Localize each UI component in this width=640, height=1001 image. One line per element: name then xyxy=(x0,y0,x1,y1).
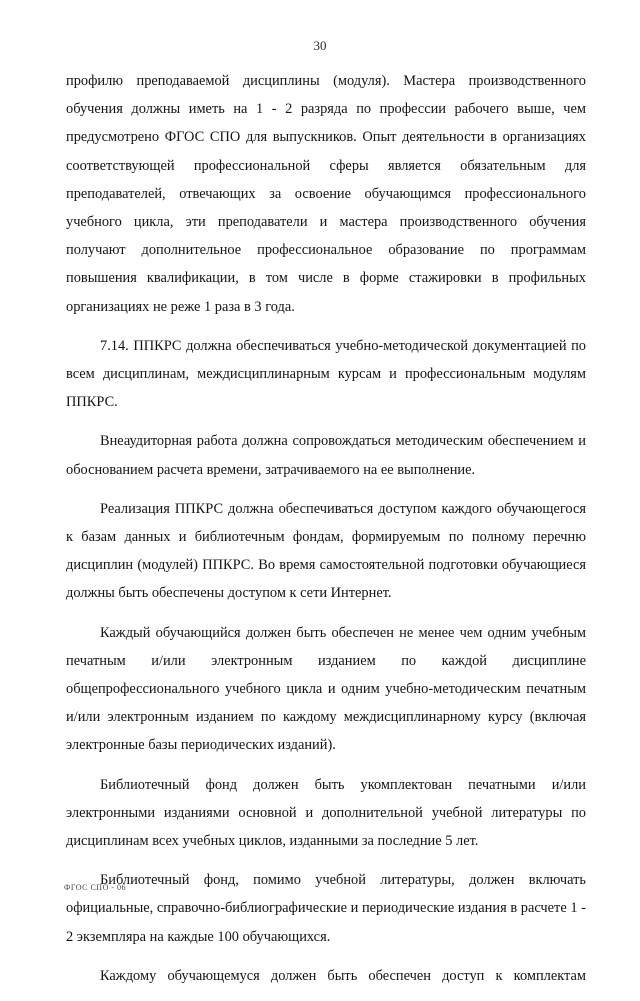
paragraph-library-fund-literature: Библиотечный фонд должен быть укомплектован печатными и/или электронными изданиями основной и дополнительной учебной литературы по дисциплинам всех учебных циклов, изданными за последние 5 лет. xyxy=(66,776,586,850)
document-footer-code: ФГОС СПО - 06 xyxy=(64,883,127,892)
paragraph-teachers-qualification: профилю преподаваемой дисциплины (модуля). Мастера производственного обучения должны иметь на 1 - 2 разряда по профессии рабочего выше, чем предусмотрено ФГОС СПО для выпускников. Опыт деятельности в организациях соответствующей профессиональной сферы является обязательным для преподавателей, отвечающих за освоение обучающимся профессионального учебного цикла, эти преподаватели и мастера производственного обучения получают дополнительное профессиональное образование по программам повышения квалификации, в том числе в форме стажировки в профильных организациях не реже 1 раза в 3 года. xyxy=(66,73,586,315)
page-number: 30 xyxy=(313,38,327,53)
paragraph-textbook-provision: Каждый обучающийся должен быть обеспечен не менее чем одним учебным печатным и/или электронным изданием по каждой дисциплине общепрофессионального учебного цикла и одним учебно-методическим печатным и/или электронным изданием по каждому междисциплинарному курсу (включая электронные базы периодических изданий). xyxy=(66,624,586,754)
paragraph-extracurricular-work: Внеаудиторная работа должна сопровождаться методическим обеспечением и обоснованием расчета времени, затрачиваемого на ее выполнение. xyxy=(66,433,586,478)
paragraph-7-14-documentation: 7.14. ППКРС должна обеспечиваться учебно-методической документацией по всем дисциплинам, междисциплинарным курсам и профессиональным модулям ППКРС. xyxy=(66,337,586,411)
paragraph-library-fund-periodicals: Библиотечный фонд, помимо учебной литературы, должен включать официальные, справочно-библиографические и периодические издания в расчете 1 - 2 экземпляра на каждые 100 обучающихся. xyxy=(66,872,586,945)
document-body xyxy=(66,67,586,1001)
paragraph-database-access: Реализация ППКРС должна обеспечиваться доступом каждого обучающегося к базам данных и библиотечным фондам, формируемым по полному перечню дисциплин (модулей) ППКРС. Во время самостоятельной подготовки обучающиеся должны быть обеспечены доступом к сети Интернет. xyxy=(66,500,586,602)
paragraph-access-to-sets: Каждому обучающемуся должен быть обеспечен доступ к комплектам xyxy=(100,967,586,984)
